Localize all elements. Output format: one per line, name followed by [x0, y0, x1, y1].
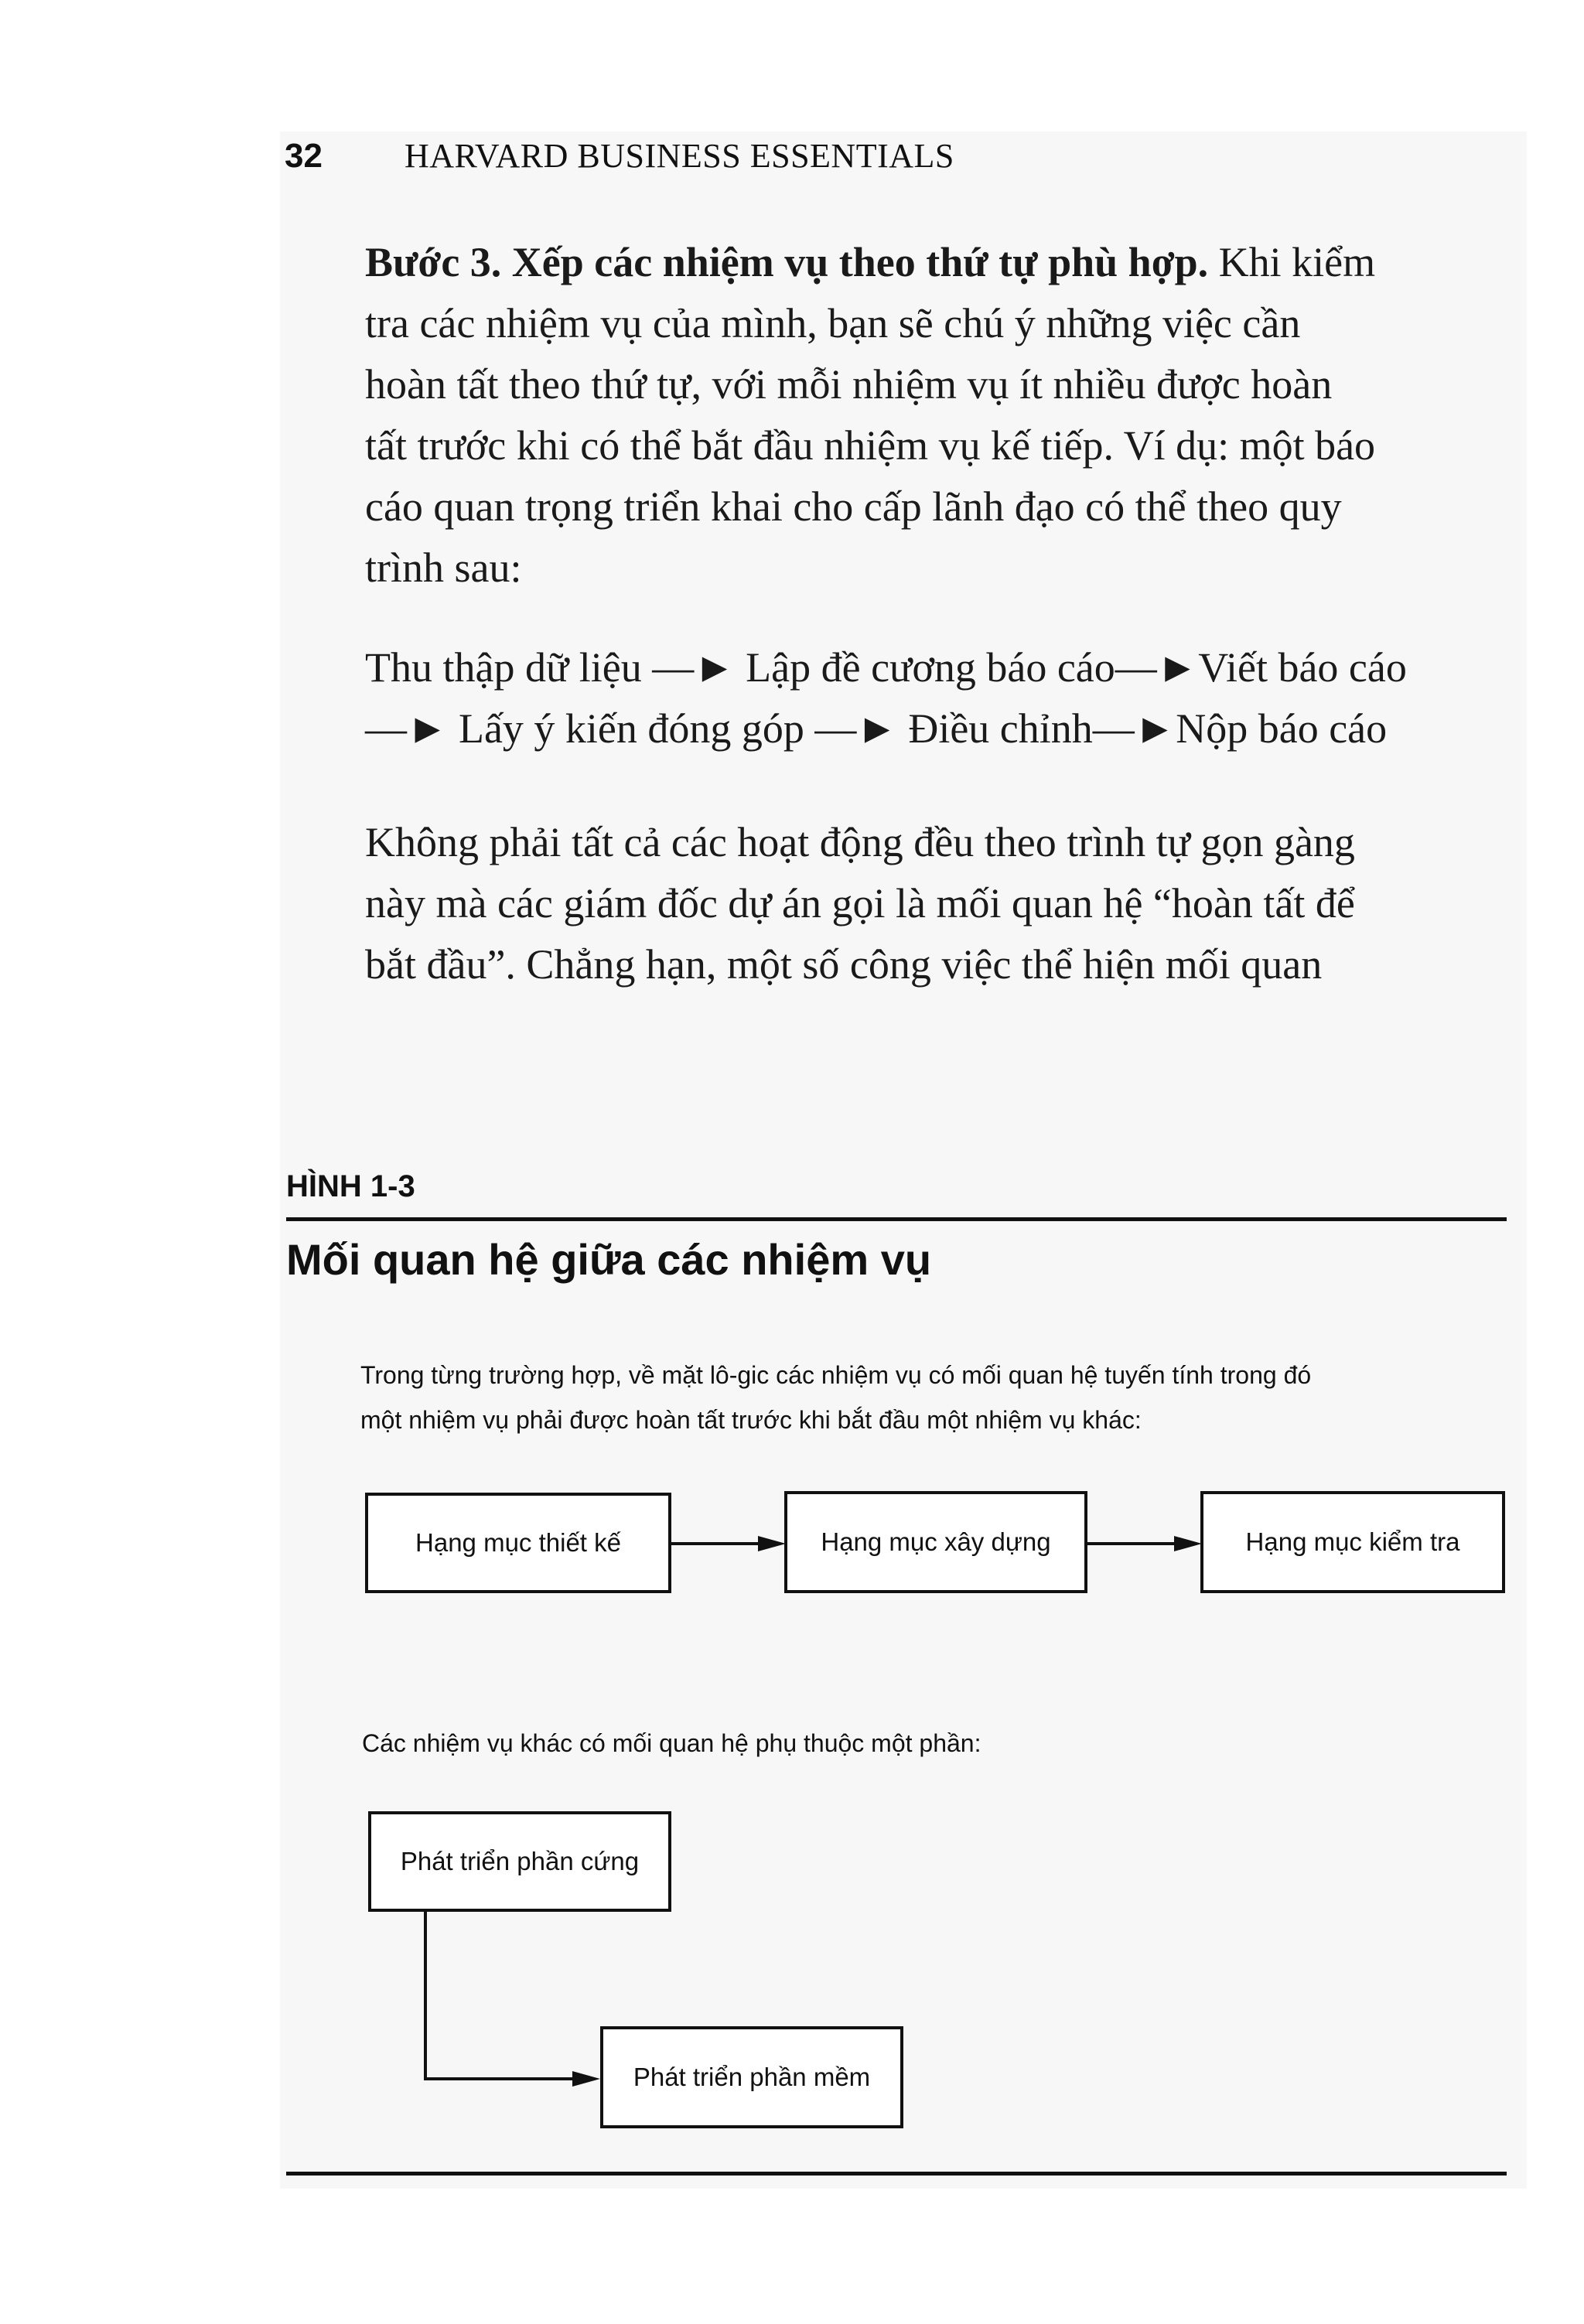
flow-step: Lập đề cương báo cáo: [746, 644, 1115, 691]
arrowhead-icon: [572, 2071, 600, 2087]
task-box-software: Phát triển phần mềm: [600, 2026, 903, 2128]
flow-arrow-icon: —►: [1115, 644, 1199, 691]
paragraph-line: bắt đầu”. Chẳng hạn, một số công việc thể hiện mối quan: [365, 941, 1323, 988]
flow-step: Lấy ý kiến đóng góp: [458, 705, 804, 752]
arrowhead-icon: [758, 1536, 786, 1551]
figure-bottom-rule: [286, 2172, 1507, 2176]
flow-step: Điều chỉnh: [908, 705, 1093, 752]
arrowhead-icon: [1174, 1536, 1202, 1551]
flow-arrow-icon: —►: [652, 644, 736, 691]
flow-arrow-icon: —►: [365, 705, 449, 752]
flow-arrow-icon: —►: [1092, 705, 1176, 752]
paragraph-text: Khi kiểm: [1208, 239, 1376, 285]
figure-intro-line: Trong từng trường hợp, về mặt lô-gic các nhiệm vụ có mối quan hệ tuyến tính trong đó: [360, 1361, 1312, 1389]
paragraph-line: Không phải tất cả các hoạt động đều theo trình tự gọn gàng: [365, 819, 1355, 865]
figure-title: Mối quan hệ giữa các nhiệm vụ: [286, 1235, 932, 1284]
flow-arrow-icon: —►: [814, 705, 898, 752]
task-box-test: Hạng mục kiểm tra: [1200, 1491, 1505, 1593]
flow-step: Thu thập dữ liệu: [365, 644, 642, 691]
paragraph-line: cáo quan trọng triển khai cho cấp lãnh đạo có thể theo quy: [365, 483, 1342, 530]
task-box-design: Hạng mục thiết kế: [365, 1493, 671, 1593]
figure-label: HÌNH 1-3: [286, 1169, 415, 1203]
paragraph-line: hoàn tất theo thứ tự, với mỗi nhiệm vụ ít nhiều được hoàn: [365, 361, 1333, 408]
connector-line: [425, 1910, 572, 2079]
paragraph-line: tất trước khi có thể bắt đầu nhiệm vụ kế tiếp. Ví dụ: một báo: [365, 422, 1376, 469]
task-box-hardware: Phát triển phần cứng: [368, 1811, 671, 1912]
step-3-heading: Bước 3. Xếp các nhiệm vụ theo thứ tự phù hợp.: [365, 239, 1209, 285]
flow-step: Nộp báo cáo: [1176, 705, 1388, 752]
page-number: 32: [285, 137, 323, 175]
partial-dependency-caption: Các nhiệm vụ khác có mối quan hệ phụ thuộc một phần:: [362, 1729, 981, 1757]
task-box-build: Hạng mục xây dựng: [784, 1491, 1087, 1593]
paragraph-line: tra các nhiệm vụ của mình, bạn sẽ chú ý những việc cần: [365, 300, 1301, 346]
paragraph-line: trình sau:: [365, 544, 522, 591]
figure-intro-line: một nhiệm vụ phải được hoàn tất trước khi bắt đầu một nhiệm vụ khác:: [360, 1406, 1142, 1434]
paragraph-line: này mà các giám đốc dự án gọi là mối quan hệ “hoàn tất để: [365, 880, 1355, 927]
flow-step: Viết báo cáo: [1198, 644, 1407, 691]
running-title: HARVARD BUSINESS ESSENTIALS: [405, 137, 954, 175]
